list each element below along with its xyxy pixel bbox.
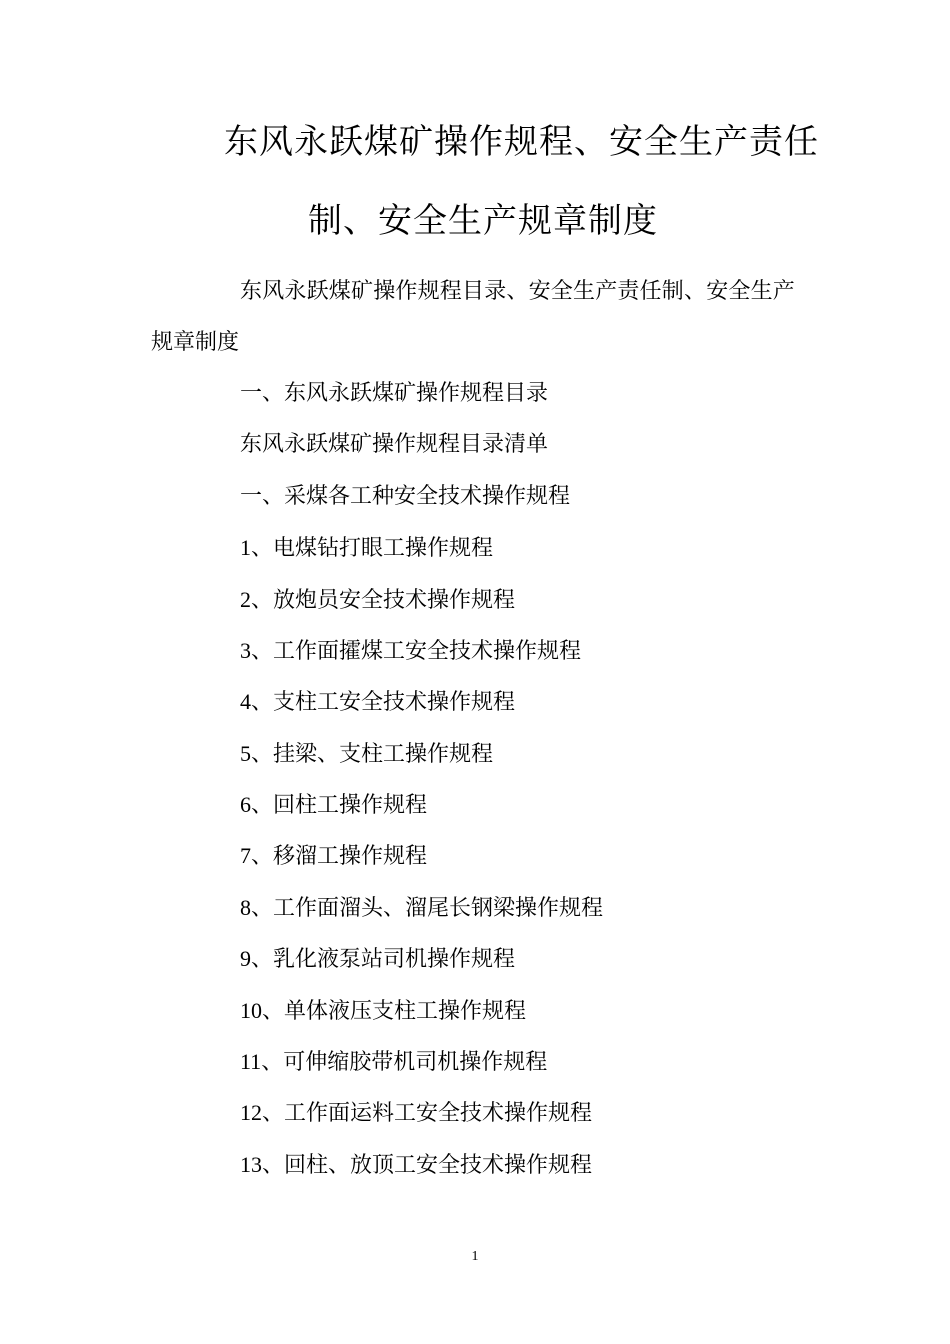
section-heading: 一、东风永跃煤矿操作规程目录 (240, 381, 549, 406)
list-item (240, 586, 515, 615)
document-title-line-2: 制、安全生产规章制度 (308, 201, 658, 241)
list-item-text: 、挂梁、支柱工操作规程 (251, 742, 494, 767)
list-item-number: 9 (240, 946, 251, 971)
list-item-number: 5 (240, 741, 251, 766)
page-number: 1 (471, 1249, 479, 1264)
list-item (240, 945, 515, 974)
list-item-text: 、工作面攉煤工安全技术操作规程 (251, 639, 582, 664)
list-item (240, 1048, 547, 1077)
list-item-text: 、可伸缩胶带机司机操作规程 (261, 1050, 548, 1075)
list-item (240, 791, 427, 820)
list-item-number: 2 (240, 587, 251, 612)
list-heading: 东风永跃煤矿操作规程目录清单 (240, 432, 549, 457)
list-item-text: 、工作面溜头、溜尾长钢梁操作规程 (251, 896, 604, 921)
list-item-number: 6 (240, 792, 251, 817)
list-item-number: 3 (240, 638, 251, 663)
list-item-number: 11 (240, 1049, 262, 1074)
list-item-text: 、放炮员安全技术操作规程 (251, 588, 516, 613)
document-title-line-1: 东风永跃煤矿操作规程、安全生产责任 (224, 122, 819, 162)
list-item-text: 、回柱工操作规程 (251, 793, 428, 818)
list-item (240, 894, 603, 923)
list-item (240, 534, 493, 563)
list-item-text: 、乳化液泵站司机操作规程 (251, 947, 516, 972)
list-item-number: 7 (240, 843, 251, 868)
list-item-number: 4 (240, 689, 251, 714)
list-item-number: 12 (240, 1100, 262, 1125)
list-item (240, 637, 581, 666)
list-item-number: 1 (240, 535, 251, 560)
list-item-text: 、移溜工操作规程 (251, 844, 428, 869)
intro-paragraph-line-1: 东风永跃煤矿操作规程目录、安全生产责任制、安全生产 (240, 279, 796, 304)
intro-paragraph-line-2: 规章制度 (151, 330, 240, 355)
list-item-number: 8 (240, 895, 251, 920)
list-item-number: 10 (240, 998, 262, 1023)
list-item-text: 、工作面运料工安全技术操作规程 (262, 1101, 593, 1126)
list-item (240, 842, 427, 871)
list-item (240, 1099, 592, 1128)
list-item-text: 、电煤钻打眼工操作规程 (251, 536, 494, 561)
list-item (240, 740, 493, 769)
list-item (240, 688, 515, 717)
list-item (240, 1151, 592, 1180)
list-item (240, 997, 526, 1026)
sub-heading: 一、采煤各工种安全技术操作规程 (240, 484, 571, 509)
list-item-text: 、回柱、放顶工安全技术操作规程 (262, 1153, 593, 1178)
list-item-text: 、支柱工安全技术操作规程 (251, 690, 516, 715)
list-item-number: 13 (240, 1152, 262, 1177)
list-item-text: 、单体液压支柱工操作规程 (262, 999, 527, 1024)
